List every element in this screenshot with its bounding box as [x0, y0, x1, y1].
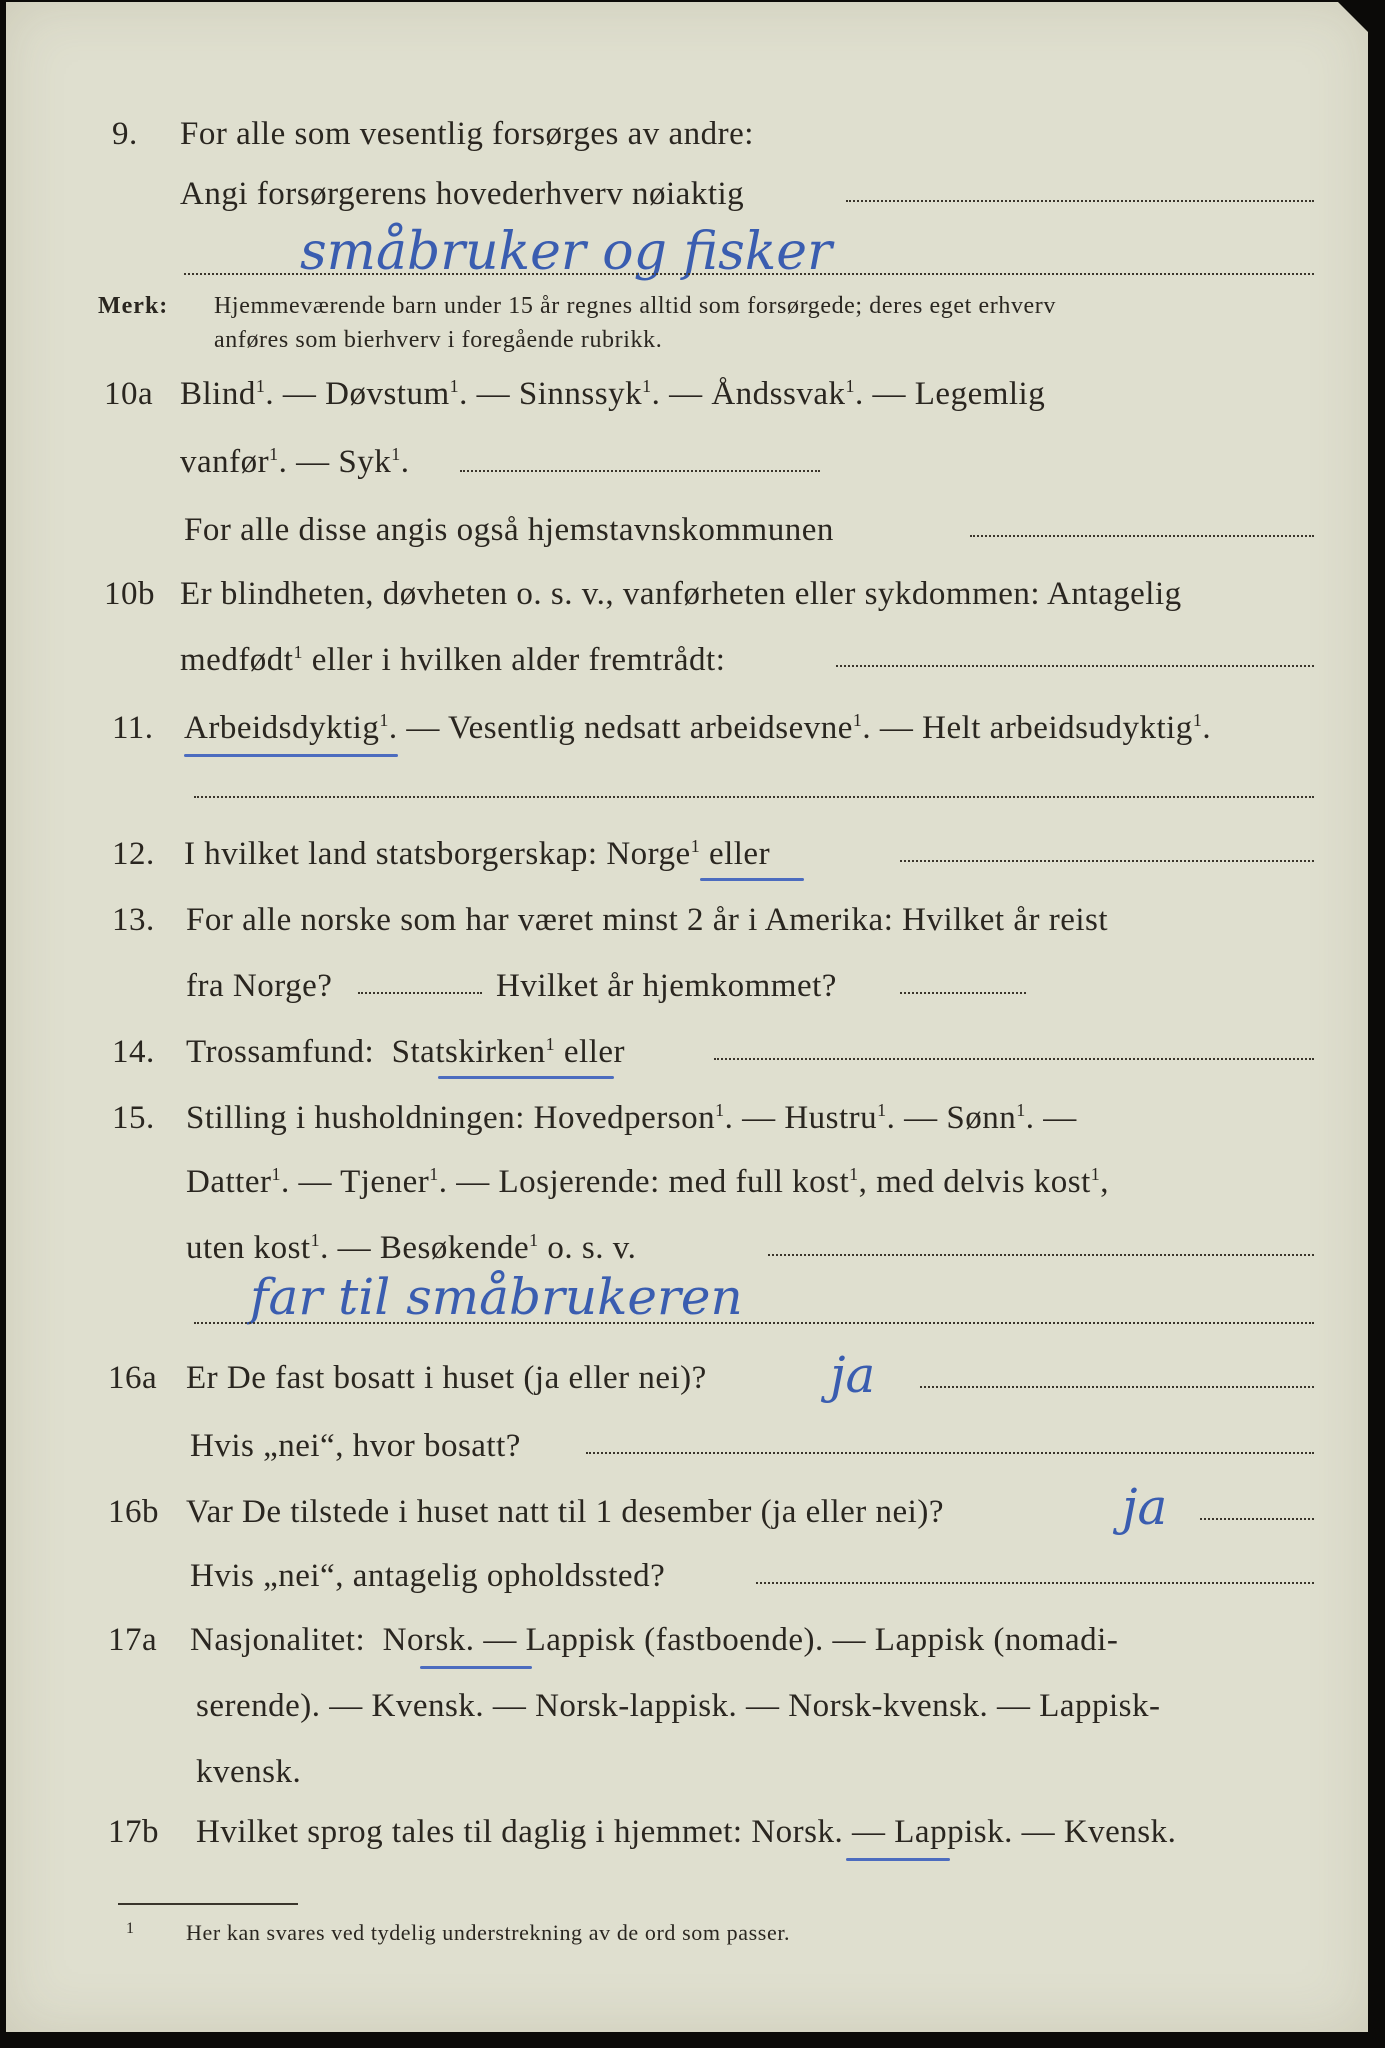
answer-line [836, 665, 1314, 667]
answer-line [358, 992, 482, 994]
handwritten-underline [700, 878, 804, 881]
question-text: Er De fast bosatt i huset (ja eller nei)? [186, 1360, 707, 1396]
question-text: vanfør$^1$. — Syk$^1$. [180, 444, 410, 480]
question-number: 15. [112, 1100, 155, 1136]
question-number: 14. [112, 1034, 155, 1070]
answer-line [920, 1386, 1314, 1388]
note-label: Merk: [98, 293, 169, 319]
question-text: Var De tilstede i huset natt til 1 desember (ja eller nei)? [186, 1494, 944, 1530]
question-text: fra Norge? [186, 968, 333, 1004]
question-text: Er blindheten, døvheten o. s. v., vanførheten eller sykdommen: Antagelig [180, 576, 1182, 612]
question-number: 12. [112, 836, 155, 872]
answer-line [1200, 1518, 1314, 1520]
answer-line [970, 535, 1314, 537]
handwritten-underline [846, 1858, 950, 1861]
note-text: Hjemmeværende barn under 15 år regnes alltid som forsørgede; deres eget erhverv [214, 293, 1057, 319]
question-text: Nasjonalitet: Norsk. — Lappisk (fastboende). — Lappisk (nomadi- [190, 1622, 1119, 1658]
question-text: Datter$^1$. — Tjener$^1$. — Losjerende: med full kost$^1$, med delvis kost$^1$, [186, 1164, 1110, 1200]
answer-line [194, 796, 1314, 798]
question-text: kvensk. [196, 1754, 302, 1790]
answer-line [586, 1452, 1314, 1454]
question-text: Trossamfund: Statskirken$^1$ eller [186, 1034, 626, 1070]
question-number: 9. [112, 116, 138, 152]
footnote-marker: 1 [126, 1920, 134, 1937]
question-text: Stilling i husholdningen: Hovedperson$^1$. — Hustru$^1$. — Sønn$^1$. — [186, 1100, 1077, 1136]
question-text: Hvilket sprog tales til daglig i hjemmet: Norsk. — Lappisk. — Kvensk. [196, 1814, 1177, 1850]
footnote-rule [118, 1903, 298, 1905]
answer-line [460, 470, 820, 472]
answer-line [184, 273, 1314, 275]
question-number: 10b [104, 576, 155, 612]
question-number: 16b [108, 1494, 159, 1530]
question-text: Angi forsørgerens hovederhverv nøiaktig [180, 176, 745, 212]
question-number: 17a [108, 1622, 158, 1658]
note-text: anføres som bierhverv i foregående rubrikk. [214, 327, 663, 353]
handwritten-answer: småbruker og fisker [300, 222, 832, 282]
question-number: 16a [108, 1360, 158, 1396]
handwritten-answer: far til småbrukeren [250, 1268, 743, 1326]
answer-line [768, 1254, 1314, 1256]
footnote-text: Her kan svares ved tydelig understrekning av de ord som passer. [186, 1920, 791, 1945]
question-text: I hvilket land statsborgerskap: Norge$^1$ eller [184, 836, 771, 872]
question-text: Hvilket år hjemkommet? [496, 968, 837, 1004]
question-number: 13. [112, 902, 155, 938]
question-text: Hvis „nei“, hvor bosatt? [190, 1428, 521, 1464]
answer-line [846, 200, 1314, 202]
question-text: For alle norske som har været minst 2 år i Amerika: Hvilket år reist [186, 902, 1109, 938]
question-number: 11. [112, 710, 154, 746]
question-number: 17b [108, 1814, 159, 1850]
handwritten-underline [438, 1076, 614, 1079]
handwritten-answer: ja [1122, 1478, 1168, 1536]
question-text: uten kost$^1$. — Besøkende$^1$ o. s. v. [186, 1230, 637, 1266]
answer-line [900, 860, 1314, 862]
handwritten-underline [184, 754, 398, 757]
torn-corner [1338, 2, 1368, 32]
handwritten-answer: ja [830, 1346, 876, 1404]
handwritten-underline [420, 1666, 532, 1669]
question-text: Blind$^1$. — Døvstum$^1$. — Sinnssyk$^1$. — Åndssvak$^1$. — Legemlig [180, 376, 1046, 412]
answer-line [900, 992, 1026, 994]
question-text: Hvis „nei“, antagelig opholdssted? [190, 1558, 666, 1594]
question-text: Arbeidsdyktig$^1$. — Vesentlig nedsatt arbeidsevne$^1$. — Helt arbeidsudyktig$^1$. [184, 710, 1212, 746]
answer-line [756, 1582, 1314, 1584]
question-text: For alle som vesentlig forsørges av andre: [180, 116, 754, 152]
question-number: 10a [104, 376, 154, 412]
answer-line [714, 1058, 1314, 1060]
question-text: For alle disse angis også hjemstavnskommunen [184, 512, 834, 548]
answer-line [194, 1322, 1314, 1324]
question-text: medfødt$^1$ eller i hvilken alder fremtrådt: [180, 642, 726, 678]
question-text: serende). — Kvensk. — Norsk-lappisk. — Norsk-kvensk. — Lappisk- [196, 1688, 1161, 1724]
